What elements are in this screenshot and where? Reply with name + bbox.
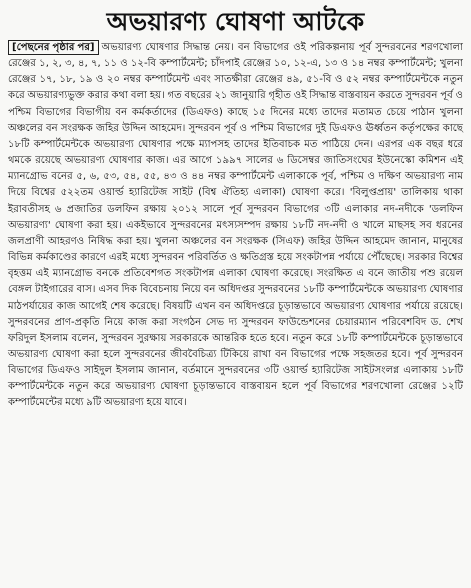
article-body [8,40,463,412]
continued-from-previous-page-tag: [পেছনের পৃষ্ঠার পর] [8,40,99,55]
article-paragraph [8,40,463,412]
paragraph-text: অভয়ারণ্য ঘোষণার সিদ্ধান্ত নেয়। বন বিভাগের ওই পরিকল্পনায় পূর্ব সুন্দরবনের শরণখোলা রেঞ্জের ১, ২, ৩, ৪, ৭, ১১ ও ১২-বি কম্পার্টমেন্ট; চাঁদপাই রেঞ্জের ১০, ১২-এ, ১৩ ও ১৪ নম্বর কম্পার্টমেন্ট; খুলনা রেঞ্জের ১৭, ১৮, ১৯ ও ২০ নম্বর কম্পার্টমেন্ট এবং সাতক্ষীরা রেঞ্জের ৪৯, ৫১-বি ও ৫২ নম্বর কম্পার্টমেন্টকে নতুন করে অভয়ারণ্যভুক্ত করার কথা বলা হয়। গত বছরের ২১ জানুয়ারি গৃহীত ওই সিদ্ধান্ত বাস্তবায়ন করতে সুন্দরবন পূর্ব ও পশ্চিম বিভাগের বিভাগীয় বন কর্মকর্তাদের (ডিএফও) কাছে ১৫ দিনের মধ্যে তাদের মতামত চেয়ে পাঠান খুলনা অঞ্চলের বন সংরক্ষক জহির উদ্দিন আহমেদ। সুন্দরবন পূর্ব ও পশ্চিম বিভাগের দুই ডিএফও ঊর্ধ্বতন কর্তৃপক্ষের কাছে ১৮টি কম্পার্টমেন্টকে অভয়ারণ্য ঘোষণার পক্ষে ম্যাপসহ তাদের ইতিবাচক মত পাঠিয়ে দেন। এরপর এক বছর ধরে থমকে রয়েছে অভয়ারণ্য ঘোষণার কাজ। এর আগে ১৯৯৭ সালের ৬ ডিসেম্বর জাতিসংঘের ইউনেস্কো কমিশন এই ম্যানগ্রোভ বনের ৫, ৬, ৫৩, ৫৪, ৫৫, ৪৩ ও ৪৪ নম্বর কম্পার্টমেন্ট এলাকাকে পূর্ব, পশ্চিম ও দক্ষিণ অভয়ারণ্য নাম দিয়ে বিশ্বের ৫২২তম ওয়ার্ল্ড হ্যারিটেজ সাইট (বিশ্ব ঐতিহ্য এলাকা) ঘোষণা করে। 'বিলুপ্তপ্রায়' তালিকায় থাকা ইরাবতীসহ ৬ প্রজাতির ডলফিন রক্ষায় ২০১২ সালে পূর্ব সুন্দরবন বিভাগের ৩টি এলাকার নদ-নদীকে 'ডলফিন অভয়ারণ্য' ঘোষণা করা হয়। একইভাবে সুন্দরবনের মৎস্যসম্পদ রক্ষায় ১৮টি নদ-নদী ও খালে মাছসহ সব ধরনের জলপ্রাণী আহরণও নিষিদ্ধ করা হয়। খুলনা অঞ্চলের বন সংরক্ষক (সিএফ) জহির উদ্দিন আহমেদ জানান, মানুষের বিভিন্ন কর্মকাণ্ডের কারণে এরই মধ্যে সুন্দরবন পরিবর্তিত ও ক্ষতিগ্রস্ত হয়ে সংকটাপন্ন পর্যায়ে পৌঁছেছে। সরকার বিশ্বের বৃহত্তম এই ম্যানগ্রোভ বনকে প্রতিবেশগত সংকটাপন্ন এলাকা ঘোষণা করেছে। সংরক্ষিত এ বনে জাতীয় পশু রয়েল বেঙ্গল টাইগারের বাস। এসব দিক বিবেচনায় নিয়ে বন অধিদপ্তর সুন্দরবনের ১৮টি কম্পার্টমেন্টকে অভয়ারণ্য ঘোষণার মাঠপর্যায়ের কাজ আগেই শেষ করেছে। বিষয়টি এখন বন অধিদপ্তরে চূড়ান্তভাবে অভয়ারণ্য ঘোষণার পর্যায়ে রয়েছে। সুন্দরবনের প্রাণ-প্রকৃতি নিয়ে কাজ করা সংগঠন সেভ দ্য সুন্দরবন ফাউন্ডেশনের চেয়ারম্যান পরিবেশবিদ ড. শেখ ফরিদুল ইসলাম বলেন, সুন্দরবন সুরক্ষায় সরকারকে আন্তরিক হতে হবে। নতুন করে ১৮টি কম্পার্টমেন্টকে চূড়ান্তভাবে অভয়ারণ্য ঘোষণা করা হলে সুন্দরবনের জীববৈচিত্র্য টিকিয়ে রাখা বন বিভাগের পক্ষে সহজতর হবে। পূর্ব সুন্দরবন বিভাগের ডিএফও সাইদুল ইসলাম জানান, বর্তমানে সুন্দরবনের ৩টি ওয়ার্ল্ড হ্যারিটেজ সাইটসংলগ্ন এলাকায় ১৮টি কম্পার্টমেন্টকে নতুন করে অভয়ারণ্য ঘোষণা চূড়ান্তভাবে বাস্তবায়ন হলে পূর্ব বিভাগের শরণখোলা রেঞ্জের ১২টি কম্পার্টমেন্টের মধ্যে ৯টি অভয়ারণ্য হয়ে যাবে। [8,42,463,409]
headline: অভয়ারণ্য ঘোষণা আটকে [106,7,365,36]
